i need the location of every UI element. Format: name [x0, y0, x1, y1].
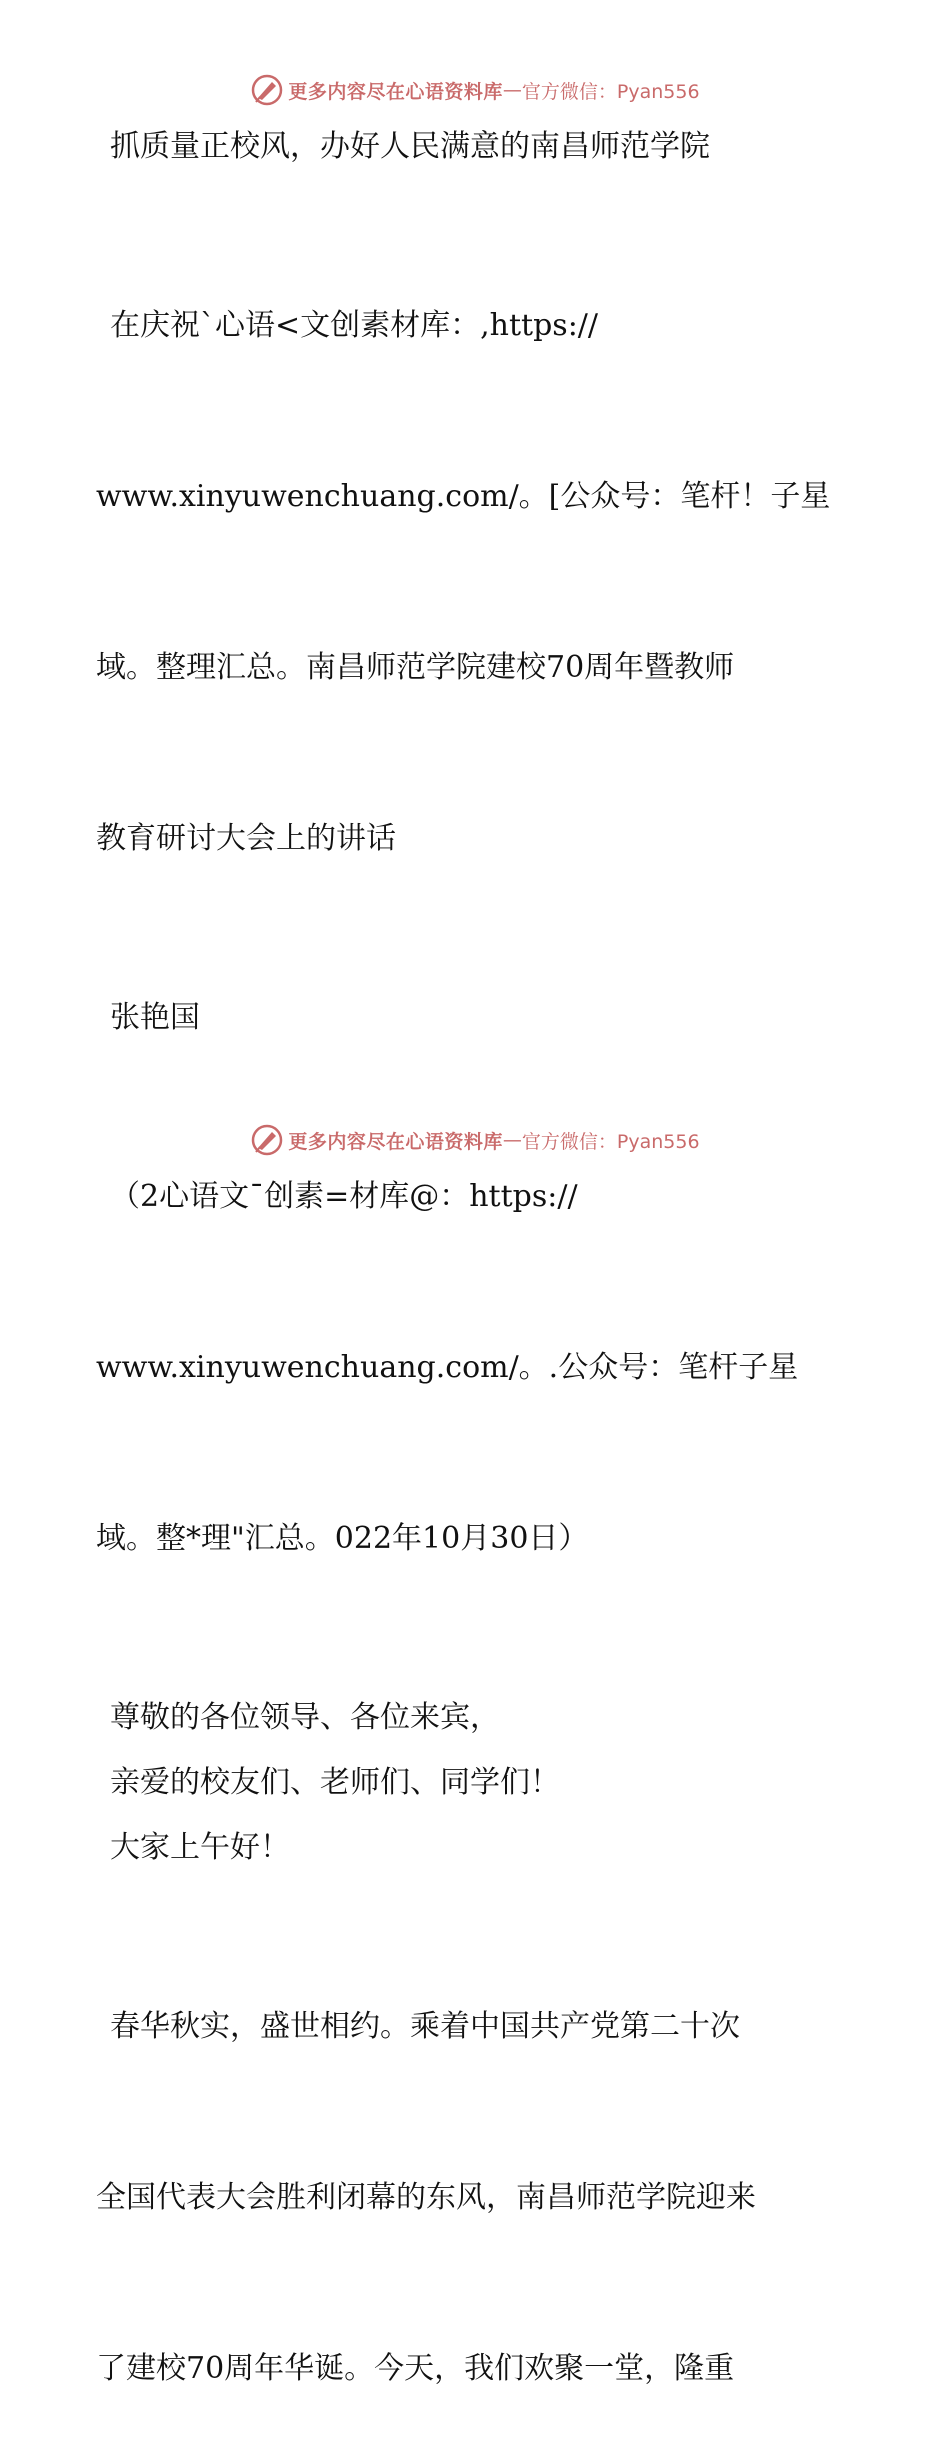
date-line: www.xinyuwenchuang.com/。.公众号：笔杆子星 [96, 1350, 799, 1385]
intro-line: 域。整理汇总。南昌师范学院建校70周年暨教师 [96, 650, 735, 685]
intro-paragraph [96, 183, 856, 981]
watermark-separator: — [502, 79, 522, 101]
watermark-suffix: 官方微信：Pyan556 [521, 80, 700, 103]
quill-logo-icon [250, 73, 284, 107]
intro-line: 在庆祝`心语<文创素材库：,https:// [110, 308, 599, 343]
intro-line: 教育研讨大会上的讲话 [96, 821, 396, 856]
greeting-line: 尊敬的各位领导、各位来宾， [110, 1700, 500, 1735]
document-body [96, 118, 856, 2460]
watermark-separator: — [502, 1129, 522, 1151]
body-line: 了建校70周年华诞。今天，我们欢聚一堂，隆重 [96, 2351, 735, 2386]
date-line: 域。整*理"汇总。022年10月30日） [96, 1521, 589, 1556]
body-paragraph [96, 1884, 856, 2460]
watermark-main-text: 更多内容尽在心语资料库 [288, 1130, 503, 1153]
author-name: 张艳国 [110, 1000, 200, 1035]
document-title: 抓质量正校风，办好人民满意的南昌师范学院 [110, 129, 710, 164]
watermark-banner-bottom [0, 1120, 950, 1160]
greeting-line: 大家上午好！ [110, 1830, 290, 1865]
watermark-banner-top [0, 70, 950, 110]
date-line: （2心语文¯创素=材库@：https:// [110, 1179, 578, 1214]
watermark-main-text: 更多内容尽在心语资料库 [288, 80, 503, 103]
quill-logo-icon [250, 1123, 284, 1157]
body-line: 春华秋实，盛世相约。乘着中国共产党第二十次 [110, 2009, 740, 2044]
watermark-suffix: 官方微信：Pyan556 [521, 1130, 700, 1153]
body-line: 全国代表大会胜利闭幕的东风，南昌师范学院迎来 [96, 2180, 756, 2215]
intro-line: www.xinyuwenchuang.com/。[公众号：笔杆！子星 [96, 479, 831, 514]
greeting-line: 亲爱的校友们、老师们、同学们！ [110, 1765, 560, 1800]
